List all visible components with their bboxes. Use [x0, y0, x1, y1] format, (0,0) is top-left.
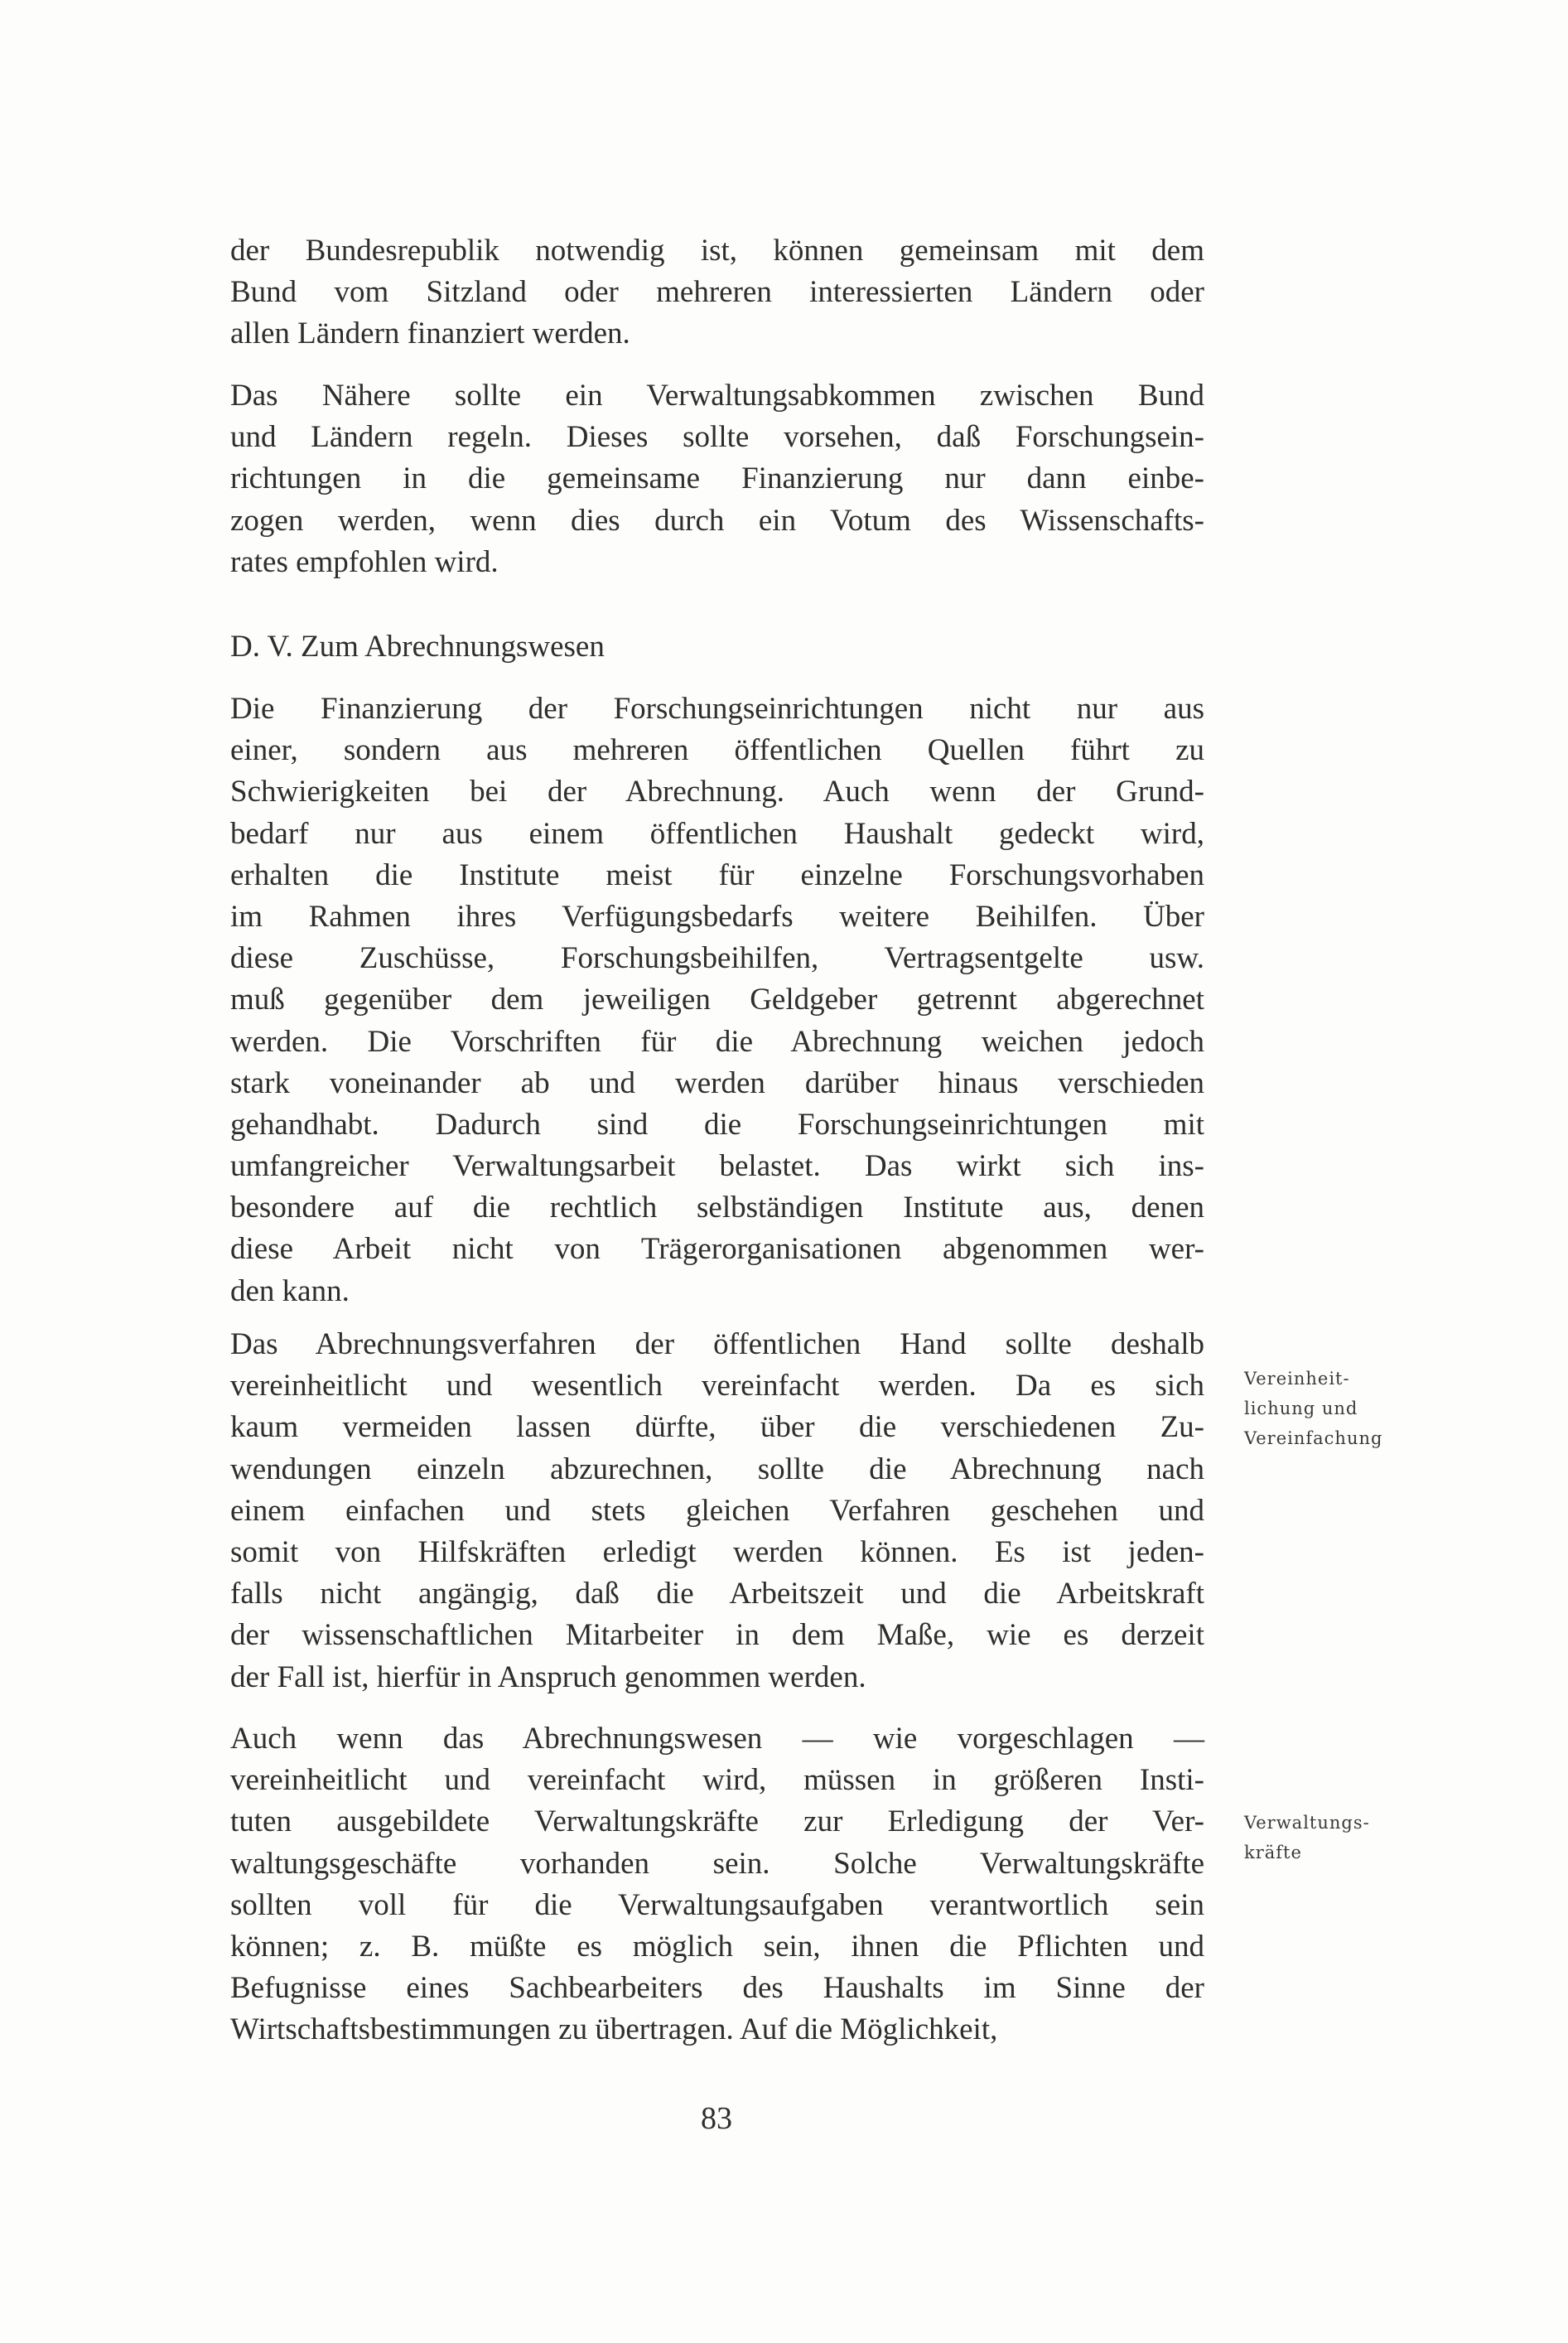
text-line: Wirtschaftsbestimmungen zu übertragen. Auf die Möglichkeit,	[230, 2012, 998, 2047]
margin-note-vereinheitlichung	[1244, 1364, 1382, 1453]
text-line: vereinheitlicht und wesentlich vereinfacht werden. Da es sich	[230, 1369, 1204, 1403]
text-line: diese Zuschüsse, Forschungsbeihilfen, Vertragsentgelte usw.	[230, 941, 1204, 976]
paragraph-1	[230, 230, 1204, 355]
text-line: bedarf nur aus einem öffentlichen Haushalt gedeckt wird,	[230, 816, 1204, 851]
text-line: im Rahmen ihres Verfügungsbedarfs weitere Beihilfen. Über	[230, 899, 1204, 934]
text-line: werden. Die Vorschriften für die Abrechnung weichen jedoch	[230, 1024, 1204, 1059]
text-line: Das Nähere sollte ein Verwaltungsabkommen zwischen Bund	[230, 379, 1204, 413]
text-line: tuten ausgebildete Verwaltungskräfte zur Erledigung der Ver-	[230, 1804, 1204, 1839]
margin-note-line: Verwaltungs-	[1244, 1813, 1370, 1833]
text-line: umfangreicher Verwaltungsarbeit belastet. Das wirkt sich ins-	[230, 1149, 1204, 1184]
text-line: kaum vermeiden lassen dürfte, über die verschiedenen Zu-	[230, 1410, 1204, 1445]
text-line: Bund vom Sitzland oder mehreren interessierten Ländern oder	[230, 275, 1204, 310]
text-line: der Bundesrepublik notwendig ist, können gemeinsam mit dem	[230, 234, 1204, 268]
paragraph-4	[230, 1324, 1204, 1698]
text-line: sollten voll für die Verwaltungsaufgaben verantwortlich sein	[230, 1887, 1204, 1922]
margin-note-verwaltungskraefte	[1244, 1808, 1370, 1867]
text-line: zogen werden, wenn dies durch ein Votum des Wissenschafts-	[230, 503, 1204, 538]
text-line: somit von Hilfskräften erledigt werden können. Es ist jeden-	[230, 1534, 1204, 1569]
margin-note-line: lichung und	[1244, 1399, 1358, 1418]
text-line: erhalten die Institute meist für einzelne Forschungsvorhaben	[230, 857, 1204, 892]
text-line: Die Finanzierung der Forschungseinrichtungen nicht nur aus	[230, 692, 1204, 726]
text-line: gehandhabt. Dadurch sind die Forschungseinrichtungen mit	[230, 1107, 1204, 1142]
paragraph-5	[230, 1718, 1204, 2051]
margin-note-line: Vereinheit-	[1244, 1369, 1350, 1389]
text-line: wendungen einzeln abzurechnen, sollte die Abrechnung nach	[230, 1452, 1204, 1486]
margin-note-line: Vereinfachung	[1244, 1428, 1383, 1448]
text-line: Befugnisse eines Sachbearbeiters des Haushalts im Sinne der	[230, 1971, 1204, 2006]
text-line: einem einfachen und stets gleichen Verfahren geschehen und	[230, 1493, 1204, 1528]
margin-note-line: kräfte	[1244, 1843, 1302, 1862]
text-line: können; z. B. müßte es möglich sein, ihnen die Pflichten und	[230, 1929, 1204, 1964]
text-line: richtungen in die gemeinsame Finanzierung nur dann einbe-	[230, 461, 1204, 496]
text-line: den kann.	[230, 1273, 350, 1308]
text-line: der wissenschaftlichen Mitarbeiter in dem Maße, wie es derzeit	[230, 1618, 1204, 1653]
text-line: vereinheitlicht und vereinfacht wird, müssen in größeren Insti-	[230, 1763, 1204, 1798]
text-line: Auch wenn das Abrechnungswesen — wie vorgeschlagen —	[230, 1722, 1204, 1756]
text-line: besondere auf die rechtlich selbständigen Institute aus, denen	[230, 1191, 1204, 1225]
text-line: einer, sondern aus mehreren öffentlichen Quellen führt zu	[230, 733, 1204, 768]
text-line: rates empfohlen wird.	[230, 544, 499, 579]
text-line: Das Abrechnungsverfahren der öffentlichen Hand sollte deshalb	[230, 1327, 1204, 1361]
text-line: stark voneinander ab und werden darüber hinaus verschieden	[230, 1065, 1204, 1100]
text-line: allen Ländern finanziert werden.	[230, 316, 630, 351]
text-line: diese Arbeit nicht von Trägerorganisationen abgenommen wer-	[230, 1232, 1204, 1267]
text-line: und Ländern regeln. Dieses sollte vorsehen, daß Forschungsein-	[230, 420, 1204, 455]
text-line: falls nicht angängig, daß die Arbeitszeit und die Arbeitskraft	[230, 1577, 1204, 1611]
page-number: 83	[701, 2101, 732, 2136]
text-line: waltungsgeschäfte vorhanden sein. Solche Verwaltungskräfte	[230, 1846, 1204, 1881]
paragraph-2	[230, 375, 1204, 583]
text-line: der Fall ist, hierfür in Anspruch genommen werden.	[230, 1659, 866, 1694]
text-line: Schwierigkeiten bei der Abrechnung. Auch wenn der Grund-	[230, 775, 1204, 809]
section-heading: D. V. Zum Abrechnungswesen	[230, 630, 605, 664]
text-line: muß gegenüber dem jeweiligen Geldgeber getrennt abgerechnet	[230, 983, 1204, 1017]
paragraph-3	[230, 688, 1204, 1312]
